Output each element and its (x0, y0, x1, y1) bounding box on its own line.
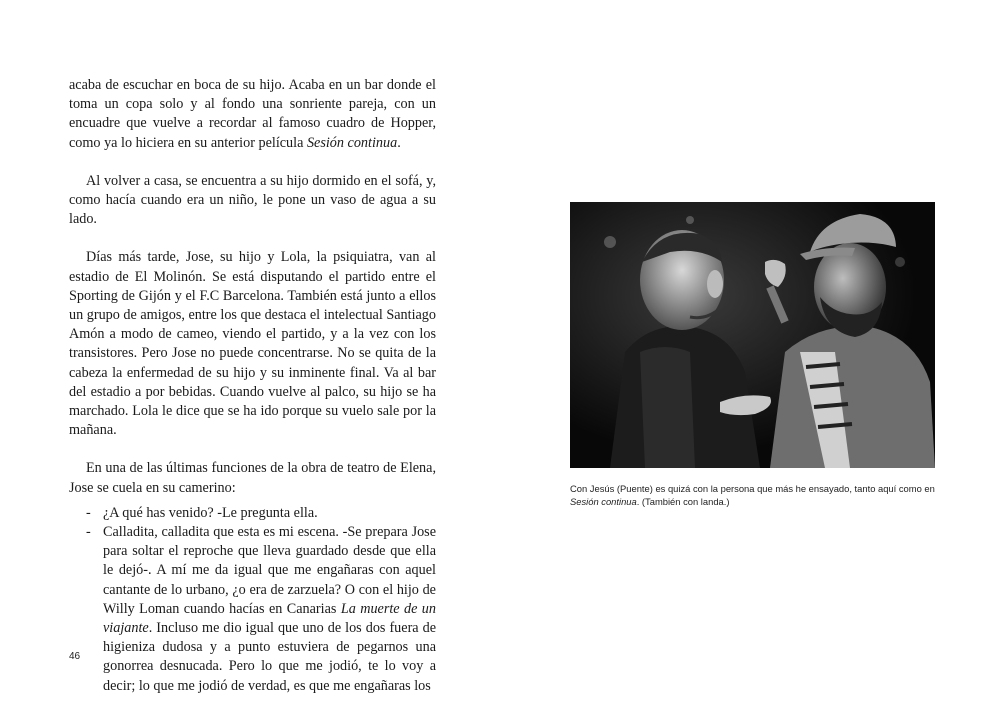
dialogue-text: ¿A qué has venido? -Le pregunta ella. (103, 504, 318, 521)
paragraph-1 (69, 76, 436, 153)
period: . (397, 134, 401, 151)
dialogue-item (69, 504, 436, 523)
paragraph-2: Al volver a casa, se encuentra a su hijo dormido en el sofá, y, como hacía cuando era un niño, le pone un vaso de agua a su lado. (69, 172, 436, 228)
dialogue-list (69, 504, 436, 696)
paragraph-4: En una de las últimas funciones de la obra de teatro de Elena, Jose se cuela en su camerino: (69, 460, 436, 496)
dialogue-item (69, 523, 436, 696)
play-title: La muerte de un viajante (103, 600, 436, 637)
film-title: Sesión continua (306, 134, 398, 151)
photo-caption (570, 482, 940, 508)
paragraph-3: Días más tarde, Jose, su hijo y Lola, la psiquiatra, van al estadio de El Molinón. Se está disputando el partido entre el Sporting de Gijón y el F.C Barcelona. También está junto a ellos un grupo de amigos, entre los que destaca el intelectual Santiago Amón a modo de cameo, viendo el partido, y a la vez con los transistores. Pero Jose no puede concentrarse. No se quita de la cabeza la enfermedad de su hijo y su inminente final. Va al bar del estadio a por bebidas. Cuando vuelve al palco, su hijo se ha marchado. Lola le dice que se ha ido porque su vuelo sale por la mañana. (69, 249, 436, 439)
dash-marker: - (86, 524, 91, 541)
paragraph-1-text: acaba de escuchar en boca de su hijo. Acaba en un bar donde el toma un copa solo y al fondo una sonriente pareja, con un encuadre que vuelve a recordar al famoso cuadro de Hopper, como ya lo hiciera en su anterior película (69, 77, 436, 151)
photograph (570, 202, 935, 468)
dialogue-text: Calladita, calladita que esta es mi escena. -Se prepara Jose para soltar el reproche que lleva guardado desde que ella le dejó-. A mí me da igual que me engañaras con aquel cantante de lo urbano, ¿o era de zarzuela? O con el hijo de Willy Loman cuando hacías en Canarias (103, 524, 436, 617)
caption-film-title: Sesión continua (570, 496, 637, 507)
page-number: 46 (69, 651, 81, 662)
caption-text-end: . (También con landa.) (636, 496, 730, 507)
photo-illustration (570, 202, 935, 468)
body-text (69, 76, 436, 696)
dash-marker: - (86, 504, 91, 521)
caption-text: Con Jesús (Puente) es quizá con la persona que más he ensayado, tanto aquí como en (570, 483, 935, 494)
right-page (502, 0, 1004, 703)
dialogue-text: . Incluso me dio igual que uno de los dos fuera de higieniza dudosa y a punto estuviera de pegarnos una gonorrea desnucada. Pero lo que me jodió, te lo voy a decir; lo que me jodió de verdad, es que me engañaras los (103, 620, 436, 694)
